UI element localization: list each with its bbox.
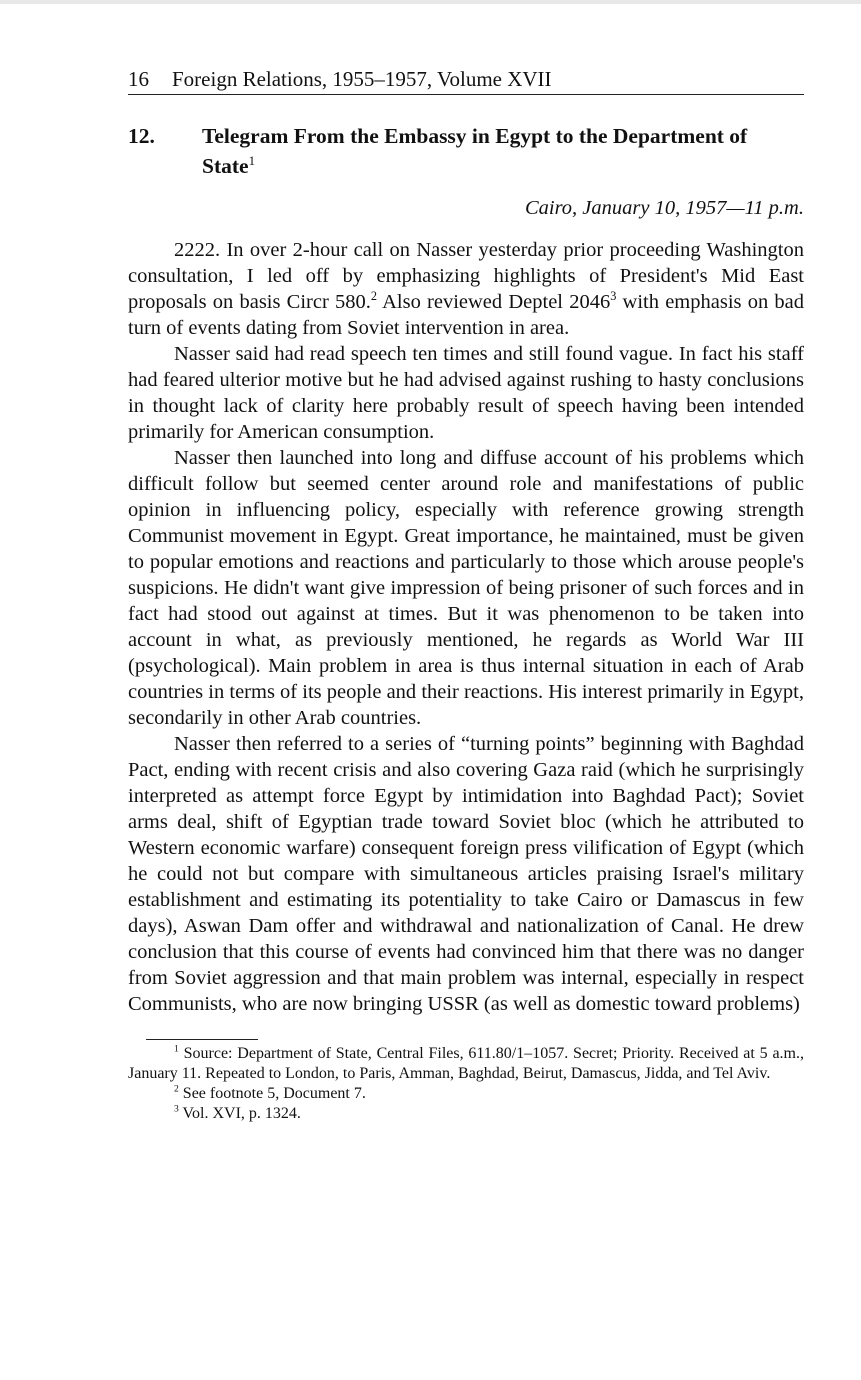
running-header xyxy=(128,66,804,95)
footnote-ref: 1 xyxy=(248,153,256,168)
body-text xyxy=(128,237,804,1017)
scan-edge xyxy=(0,0,861,4)
paragraph: Nasser then referred to a series of “turning points” beginning with Baghdad Pact, ending with recent crisis and also covering Gaza raid (which he surprisingly interpreted as attempt force Egypt by intimidation into Baghdad Pact); Soviet arms deal, shift of Egyptian trade toward Soviet bloc (which he attributed to Western economic warfare) consequent foreign press vilification of Egypt (which he could not but compare with simultaneous articles praising Israel's military establishment and estimating its potentiality to take Cairo or Damascus in few days), Aswan Dam offer and withdrawal and nationalization of Canal. He drew conclusion that this course of events had convinced him that there was no danger from Soviet aggression and that main problem was internal, especially in respect Communists, who are now bringing USSR (as well as domestic toward problems) xyxy=(128,733,804,1015)
document-heading xyxy=(128,121,804,181)
footnote xyxy=(128,1044,804,1084)
document-number: 12. xyxy=(128,124,155,148)
footnote xyxy=(128,1104,804,1124)
footnote-text: Source: Department of State, Central Files, 611.80/1–1057. Secret; Priority. Received at 5 a.m., January 11. Repeated to London, to Paris, Amman, Baghdad, Beirut, Damascus, Jidda, and Tel Aviv. xyxy=(128,1045,805,1082)
footnotes xyxy=(128,1039,804,1124)
paragraph: Nasser then launched into long and diffuse account of his problems which difficult follow but seemed center around role and manifestations of public opinion in influencing policy, especially with reference growing strength Communist movement in Egypt. Great importance, he maintained, must be given to popular emotions and reactions and particularly to those which arouse people's suspicions. He didn't want give impression of being prisoner of such forces and in fact had stood out against at times. But it was phenomenon to be taken into account in what, as previously mentioned, he regards as World War III (psychological). Main problem in area is thus internal situation in each of Arab countries in terms of its people and their reactions. His interest primarily in Egypt, secondarily in other Arab countries. xyxy=(128,447,804,729)
paragraph xyxy=(128,237,804,341)
footnote-ref: 3 xyxy=(610,289,617,304)
document-page xyxy=(128,66,804,1124)
document-title xyxy=(202,121,804,181)
footnote xyxy=(128,1084,804,1104)
dateline: Cairo, January 10, 1957—11 p.m. xyxy=(524,197,804,219)
document-title-text: Telegram From the Embassy in Egypt to the Department of State xyxy=(202,124,748,178)
paragraph-text: Also reviewed Deptel 2046 xyxy=(377,291,611,313)
paragraph-text: with emphasis on bad turn of events dating from Soviet intervention in area. xyxy=(128,291,804,339)
series-title: Foreign Relations, 1955–1957, Volume XVII xyxy=(172,67,552,91)
footnote-mark: 1 xyxy=(174,1043,179,1055)
footnote-mark: 2 xyxy=(174,1083,179,1095)
footnote-text: Vol. XVI, p. 1324. xyxy=(182,1105,301,1122)
footnote-divider xyxy=(146,1039,258,1040)
paragraph: Nasser said had read speech ten times and still found vague. In fact his staff had feared ulterior motive but he had advised against rushing to hasty conclusions in thought lack of clarity here probably result of speech having been intended primarily for American consumption. xyxy=(128,343,804,443)
paragraph-text: 2222. In over 2-hour call on Nasser yesterday prior proceeding Washington consultation, I led off by emphasizing highlights of President's Mid East proposals on basis Circr 580. xyxy=(128,239,804,313)
page-number: 16 xyxy=(128,67,149,91)
footnote-text: See footnote 5, Document 7. xyxy=(182,1085,366,1102)
footnote-ref: 2 xyxy=(370,289,378,304)
footnote-mark: 3 xyxy=(174,1103,179,1115)
